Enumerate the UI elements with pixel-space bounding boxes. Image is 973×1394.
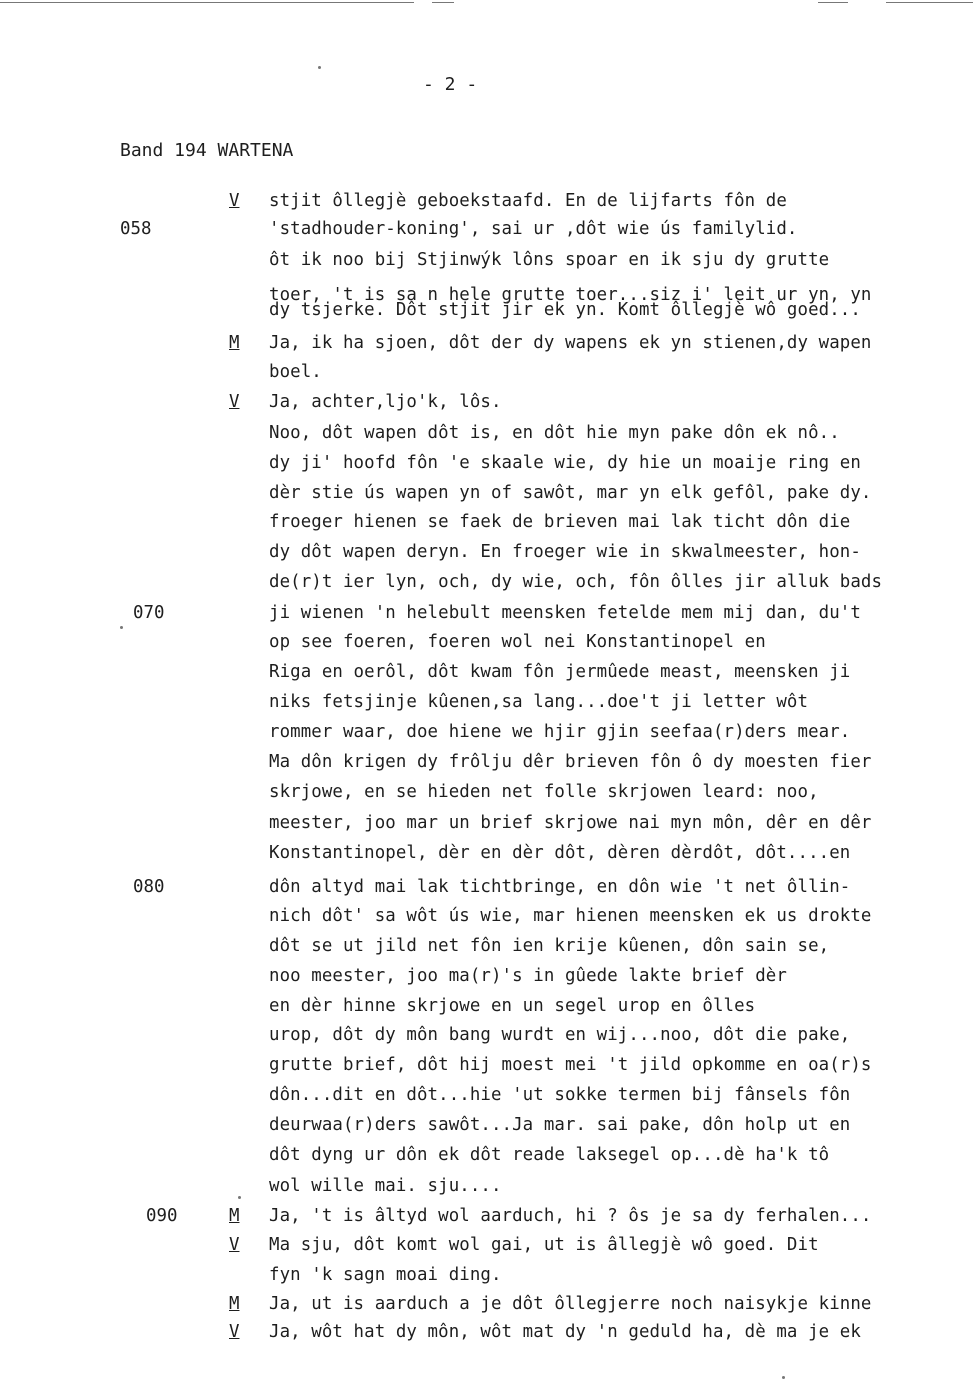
top-rule-right-2	[886, 2, 973, 3]
top-rule-middle	[432, 2, 454, 3]
timecode-058: 058	[120, 219, 152, 239]
speaker-marker: M	[229, 1206, 240, 1226]
transcript-line: Ma sju, dôt komt wol gai, ut is âllegjè wô goed. Dit	[269, 1235, 819, 1255]
transcript-line: fyn 'k sagn moai ding.	[269, 1265, 502, 1285]
transcript-line: Ja, wôt hat dy môn, wôt mat dy 'n geduld ha, dè ma je ek	[269, 1322, 861, 1342]
transcript-line: Noo, dôt wapen dôt is, en dôt hie myn pake dôn ek nô..	[269, 423, 840, 443]
timecode-090: 090	[146, 1206, 178, 1226]
transcript-line: de(r)t ier lyn, och, dy wie, och, fôn ôlles jir alluk bads	[269, 572, 883, 592]
paper-speck	[238, 1196, 241, 1199]
transcript-line: op see foeren, foeren wol nei Konstantinopel en	[269, 632, 766, 652]
transcript-line: skrjowe, en se hieden net folle skrjowen leard: noo,	[269, 782, 819, 802]
speaker-marker: V	[229, 1322, 240, 1342]
transcript-line: urop, dôt dy môn bang wurdt en wij...noo, dôt die pake,	[269, 1025, 851, 1045]
transcript-line: rommer waar, doe hiene we hjir gjin seefaa(r)ders mear.	[269, 722, 851, 742]
transcript-line: niks fetsjinje kûenen,sa lang...doe't ji letter wôt	[269, 692, 809, 712]
transcript-line: Ma dôn krigen dy frôlju dêr brieven fôn ô dy moesten fier	[269, 752, 872, 772]
speaker-marker: V	[229, 191, 240, 211]
transcript-line: ji wienen 'n helebult meensken fetelde mem mij dan, du't	[269, 603, 861, 623]
transcript-line: dôt se ut jild net fôn ien krije kûenen, dôn sain se,	[269, 936, 830, 956]
speaker-marker: M	[229, 1294, 240, 1314]
transcript-line: toer, 't is sa n hele grutte toer...siz i' leit ur yn, yn	[269, 285, 872, 305]
paper-speck	[318, 66, 321, 69]
transcript-line: 'stadhouder-koning', sai ur ,dôt wie ús familylid.	[269, 219, 798, 239]
speaker-marker: V	[229, 392, 240, 412]
transcript-line: en dèr hinne skrjowe en un segel urop en ôlles	[269, 996, 756, 1016]
transcript-line: Riga en oerôl, dôt kwam fôn jermûede meast, meensken ji	[269, 662, 851, 682]
transcript-line: Ja, achter,ljo'k, lôs.	[269, 392, 502, 412]
transcript-line: Ja, ut is aarduch a je dôt ôllegjerre noch naisykje kinne	[269, 1294, 872, 1314]
transcript-line: dôn...dit en dôt...hie 'ut sokke termen bij fânsels fôn	[269, 1085, 851, 1105]
timecode-080: 080	[133, 877, 165, 897]
page-number: - 2 -	[423, 74, 478, 95]
timecode-070: 070	[133, 603, 165, 623]
transcript-line: ôt ik noo bij Stjinwýk lôns spoar en ik sju dy grutte	[269, 250, 830, 270]
transcript-line: Ja, ik ha sjoen, dôt der dy wapens ek yn stienen,dy wapen	[269, 333, 872, 353]
top-rule-left	[0, 2, 414, 3]
transcript-line: boel.	[269, 362, 322, 382]
transcript-line: stjit ôllegjè geboekstaafd. En de lijfarts fôn de	[269, 191, 787, 211]
transcript-line: Ja, 't is âltyd wol aarduch, hi ? ôs je sa dy ferhalen...	[269, 1206, 872, 1226]
transcript-line: noo meester, joo ma(r)'s in gûede lakte brief dèr	[269, 966, 787, 986]
speaker-marker: V	[229, 1235, 240, 1255]
transcript-line: nich dôt' sa wôt ús wie, mar hienen meensken ek us drokte	[269, 906, 872, 926]
transcript-line: wol wille mai. sju....	[269, 1176, 502, 1196]
transcript-line: dy ji' hoofd fôn 'e skaale wie, dy hie un moaije ring en	[269, 453, 861, 473]
paper-speck	[782, 1376, 785, 1379]
transcript-line: dèr stie ús wapen yn of sawôt, mar yn elk gefôl, pake dy.	[269, 483, 872, 503]
transcript-line: grutte brief, dôt hij moest mei 't jild opkomme en oa(r)s	[269, 1055, 872, 1075]
transcript-line: meester, joo mar un brief skrjowe nai myn môn, dêr en dêr	[269, 813, 872, 833]
transcript-line: froeger hienen se faek de brieven mai lak ticht dôn die	[269, 512, 851, 532]
transcript-line: dy dôt wapen deryn. En froeger wie in skwalmeester, hon-	[269, 542, 861, 562]
speaker-marker: M	[229, 333, 240, 353]
transcript-line: deurwaa(r)ders sawôt...Ja mar. sai pake, dôn holp ut en	[269, 1115, 851, 1135]
document-header: Band 194 WARTENA	[120, 140, 294, 161]
paper-speck	[120, 626, 123, 629]
transcript-line: Konstantinopel, dèr en dèr dôt, dèren dèrdôt, dôt....en	[269, 843, 851, 863]
transcript-line: dôt dyng ur dôn ek dôt reade laksegel op...dè ha'k tô	[269, 1145, 830, 1165]
transcript-line: dy tsjerke. Dôt stjit jir ek yn. Komt ôllegjè wô goed...	[269, 300, 861, 320]
top-rule-right-1	[818, 2, 848, 3]
transcript-line: dôn altyd mai lak tichtbringe, en dôn wie 't net ôllin-	[269, 877, 851, 897]
